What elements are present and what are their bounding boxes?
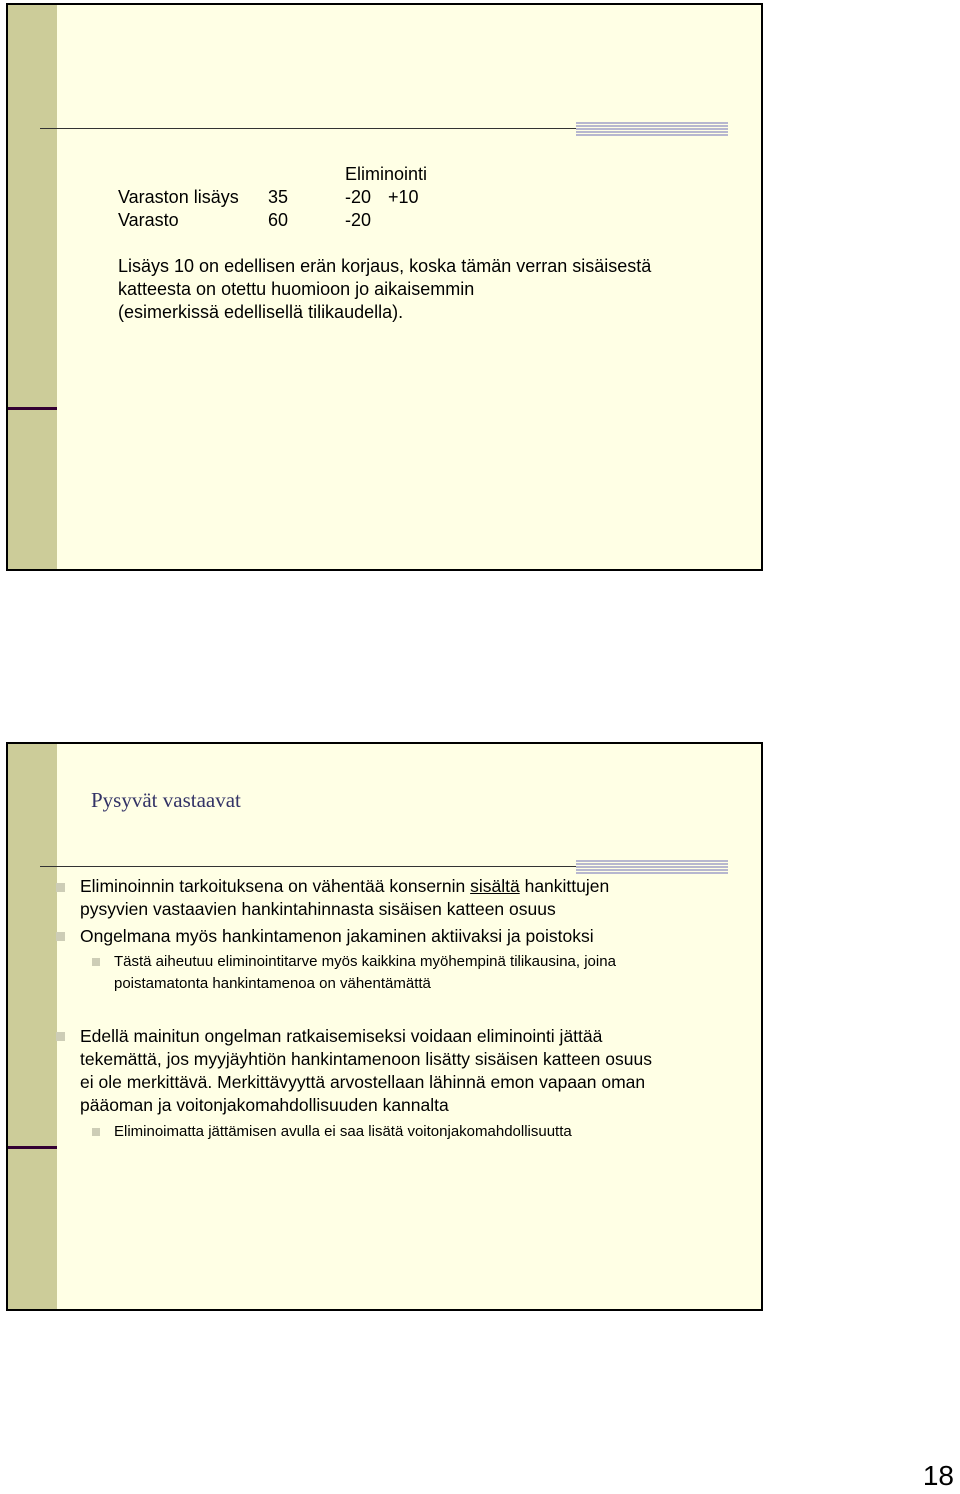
title-rule [40, 866, 580, 867]
row-elimination: -20 [345, 210, 372, 230]
bullet-text: Ongelmana myös hankintamenon jakaminen aktiivaksi ja poistoksi [80, 926, 594, 946]
bullet-text-line: tekemättä, jos myyjäyhtiön hankintamenoon lisätty sisäisen katteen osuus [80, 1049, 652, 1069]
row-elimination: -20 [345, 187, 372, 207]
bullet-text-line: ei ole merkittävä. Merkittävyyttä arvostellaan lähinnä emon vapaan oman [80, 1072, 646, 1092]
bullet-text [80, 875, 720, 921]
row-label: Varaston lisäys [118, 187, 239, 207]
row-value: 60 [268, 210, 289, 230]
row-label: Varasto [118, 210, 179, 230]
page-number: 18 [922, 1460, 954, 1491]
bullet-icon [56, 883, 65, 892]
slide-side-band [8, 744, 57, 1309]
sub-bullet-text: Eliminoimatta jättämisen avulla ei saa lisätä voitonjakomahdollisuutta [114, 1123, 572, 1140]
row-adjustment: +10 [388, 187, 419, 207]
sub-bullet-line: poistamatonta hankintamenoa on vähentämättä [114, 975, 431, 992]
side-marker [8, 407, 57, 410]
side-marker [8, 1146, 57, 1149]
bullet-text [80, 1025, 720, 1117]
slide-1 [6, 3, 763, 571]
note-line: (esimerkissä edellisellä tilikaudella). [118, 302, 404, 322]
sub-bullet-icon [92, 958, 100, 966]
bullet-icon [56, 1032, 65, 1041]
title-rule [40, 128, 580, 129]
slide-title: Pysyvät vastaavat [91, 788, 241, 812]
note-line: Lisäys 10 on edellisen erän korjaus, koska tämän verran sisäisestä [118, 256, 652, 276]
bullet-text-line: pääoman ja voitonjakomahdollisuuden kannalta [80, 1095, 449, 1115]
slide-2 [6, 742, 763, 1311]
decorative-bar [576, 860, 728, 874]
sub-bullet-text [114, 951, 734, 995]
sub-bullet-line: Tästä aiheutuu eliminointitarve myös kaikkina myöhempinä tilikausina, joina [114, 953, 616, 970]
row-value: 35 [268, 187, 289, 207]
underlined-word: sisältä [470, 876, 520, 896]
bullet-text-part: hankittujen [519, 876, 610, 896]
note-line: katteesta on otettu huomioon jo aikaisemmin [118, 279, 475, 299]
bullet-icon [56, 932, 65, 941]
decorative-bar [576, 122, 728, 136]
bullet-text-line: Edellä mainitun ongelman ratkaisemiseksi voidaan eliminointi jättää [80, 1026, 603, 1046]
sub-bullet-icon [92, 1128, 100, 1136]
slide-side-band [8, 5, 57, 569]
bullet-text-line: pysyvien vastaavien hankintahinnasta sisäisen katteen osuus [80, 899, 556, 919]
elimination-header: Eliminointi [345, 164, 428, 184]
bullet-text-part: Eliminoinnin tarkoituksena on vähentää konsernin [80, 876, 471, 896]
